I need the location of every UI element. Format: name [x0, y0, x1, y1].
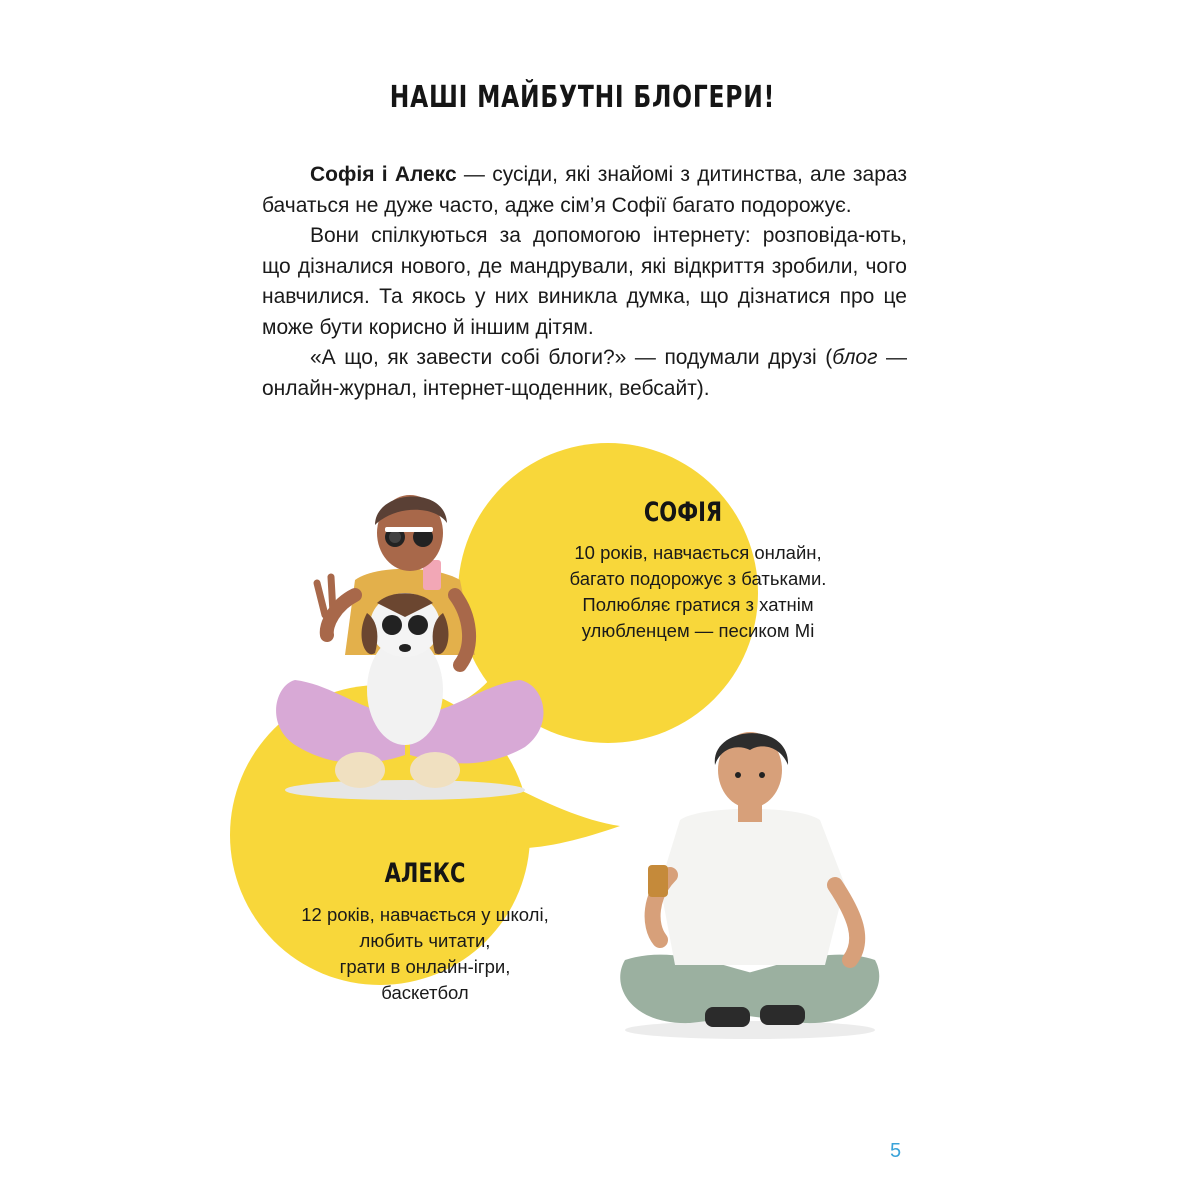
sofia-line: улюбленцем — песиком Мі: [581, 620, 815, 641]
alex-description: [240, 902, 610, 1006]
blog-term: блог: [832, 346, 878, 369]
paragraph-3-start: «А що, як завести собі блоги?» — подумали друзі (: [310, 346, 833, 369]
alex-name: АЛЕКС: [384, 858, 466, 889]
alex-line: любить читати,: [359, 930, 491, 951]
alex-line: 12 років, навчається у школі,: [301, 904, 549, 925]
paragraph-2: Вони спілкуються за допомогою інтернету: розповіда-ють, що дізналися нового, де мандрували, які відкриття зробили, чого навчилися. Та якось у них виникла думка, що дізнатися про це може бути корисно й іншим дітям.: [262, 224, 907, 339]
sofia-line: багато подорожує з батьками.: [569, 568, 827, 589]
sofia-line: Полюбляє гратися з хатнім: [582, 594, 814, 615]
alex-line: грати в онлайн-ігри,: [339, 956, 511, 977]
intro-text: [262, 160, 907, 404]
page-number: 5: [890, 1140, 902, 1162]
paragraph-3-end: — онлайн-журнал, інтернет-щоденник, вебсайт).: [262, 346, 907, 400]
page-title: НАШІ МАЙБУТНІ БЛОГЕРИ!: [389, 80, 776, 115]
alex-illustration: [610, 725, 890, 1045]
sofia-description: [508, 540, 888, 644]
names-bold: Софія і Алекс: [310, 163, 457, 186]
sofia-illustration: [255, 485, 565, 805]
paragraph-1: [262, 160, 907, 221]
sofia-line: 10 років, навчається онлайн,: [574, 542, 822, 563]
alex-line: баскетбол: [381, 982, 469, 1003]
paragraph-3: [262, 343, 907, 404]
paragraph-1-rest: — сусіди, які знайомі з дитинства, але зараз бачаться не дуже часто, адже сім’я Софії багато подорожує.: [262, 163, 907, 217]
sofia-name: СОФІЯ: [643, 497, 723, 528]
